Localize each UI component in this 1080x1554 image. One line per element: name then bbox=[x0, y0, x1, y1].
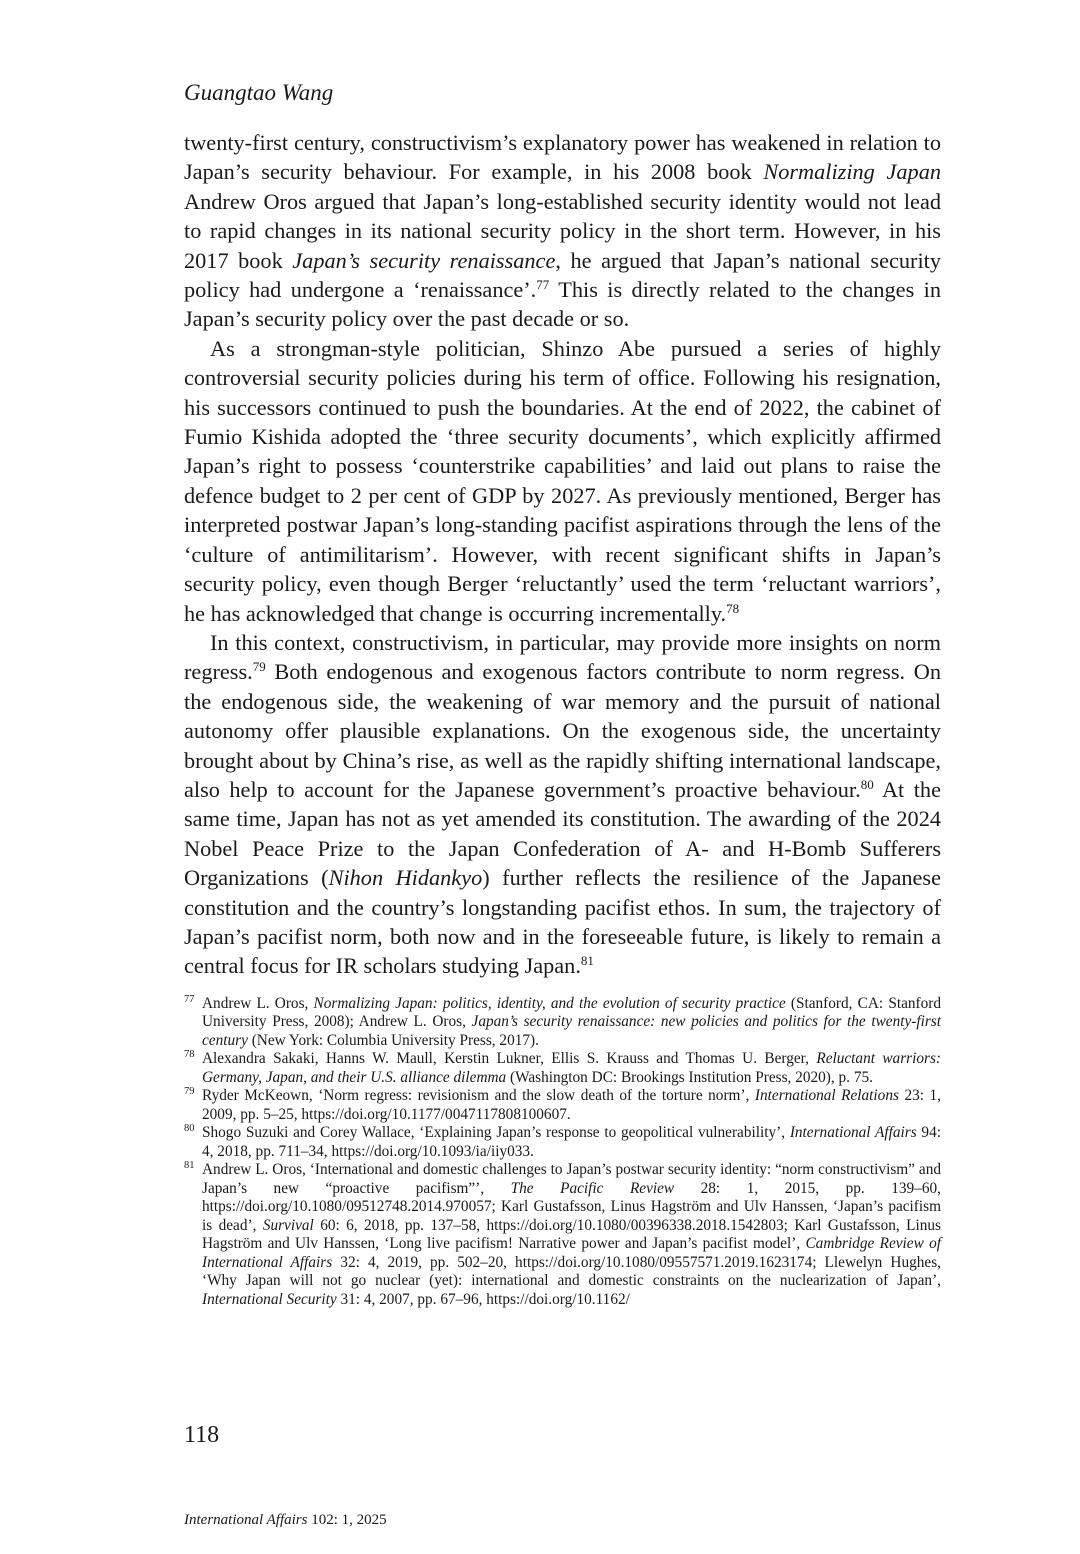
footnote-number: 81 bbox=[184, 1160, 195, 1172]
text-run: , he argued that Japan’s national security policy had undergone a ‘renaissance’. bbox=[184, 247, 941, 303]
page-content bbox=[184, 78, 941, 1309]
text-run: (Washington DC: Brookings Institution Press, 2020), p. 75. bbox=[506, 1068, 873, 1086]
text-run: Shogo Suzuki and Corey Wallace, ‘Explaining Japan’s response to geopolitical vulnerability’, bbox=[202, 1124, 790, 1142]
text-run: Both endogenous and exogenous factors contribute to norm regress. On the endogenous side, the weakening of war memory and the pursuit of national autonomy offer plausible explanations. On the exogenous side, the uncertainty brought about by China’s rise, as well as the rapidly shifting international landscape, also help to account for the Japanese government’s proactive behaviour. bbox=[184, 659, 941, 802]
footnote bbox=[184, 1161, 941, 1309]
text-run: Ryder McKeown, ‘Norm regress: revisionism and the slow death of the torture norm’, bbox=[202, 1087, 755, 1105]
text-run: Andrew Oros argued that Japan’s long-established security identity would not lead to rapid changes in its national security policy in the short term. However, in his 2017 book bbox=[184, 188, 941, 273]
running-head: Guangtao Wang bbox=[184, 80, 334, 105]
text-run: As a strongman-style politician, Shinzo Abe pursued a series of highly controversial security policies during his term of office. Following his resignation, his successors continued to push the boundaries. At the end of 2022, the cabinet of Fumio Kishida adopted the ‘three security documents’, which explicitly affirmed Japan’s right to possess ‘counterstrike capabilities’ and laid out plans to raise the defence budget to 2 per cent of GDP by 2027. As previously mentioned, Berger has interpreted postwar Japan’s long-standing pacifist aspirations through the lens of the ‘culture of antimilitarism’. However, with recent significant shifts in Japan’s security policy, even though Berger ‘reluctantly’ used the term ‘reluctant warriors’, he has acknowledged that change is occurring incrementally. bbox=[184, 335, 941, 626]
italic-text: Japan’s security renaissance bbox=[292, 247, 556, 273]
footer-issue: 102: 1, 2025 bbox=[307, 1512, 387, 1528]
footnote-ref[interactable]: 77 bbox=[536, 277, 550, 293]
text-run: 60: 6, 2018, pp. 137–58, https://doi.org/10.1080/00396338.2018.1542803; Karl Gustafsson, Linus Hagström and Ulv Hanssen, ‘Long live pacifism! Narrative power and Japan’s pacifist model’, bbox=[202, 1216, 941, 1253]
text-run: ) further reflects the resilience of the Japanese constitution and the country’s longstanding pacifist ethos. In sum, the trajectory of Japan’s pacifist norm, both now and in the foreseeable future, is likely to remain a central focus for IR scholars studying Japan. bbox=[184, 865, 941, 979]
text-run: Andrew L. Oros, bbox=[202, 994, 314, 1012]
footnote-number: 80 bbox=[184, 1123, 195, 1135]
italic-text: The Pacific Review bbox=[510, 1179, 675, 1197]
footnote-ref[interactable]: 79 bbox=[252, 659, 266, 675]
text-run: (New York: Columbia University Press, 2017). bbox=[247, 1031, 539, 1049]
footnote bbox=[184, 1087, 941, 1124]
footnote bbox=[184, 995, 941, 1051]
footnote-ref[interactable]: 78 bbox=[726, 600, 740, 616]
italic-text: Survival bbox=[262, 1216, 314, 1234]
italic-text: Reluctant warriors: Germany, Japan, and their U.S. alliance dilemma bbox=[202, 1050, 941, 1086]
text-run: 23: 1, 2009, pp. 5–25, https://doi.org/10.1177/0047117808100607. bbox=[202, 1087, 941, 1123]
footnote-number: 79 bbox=[184, 1086, 195, 1098]
italic-text: Nihon Hidankyo bbox=[328, 865, 483, 891]
page-number: 118 bbox=[184, 1422, 220, 1448]
italic-text: Normalizing Japan bbox=[763, 159, 941, 185]
text-run: (Stanford, CA: Stanford University Press, 2008); Andrew L. Oros, bbox=[202, 994, 941, 1031]
text-run: 31: 4, 2007, pp. 67–96, https://doi.org/10.1162/ bbox=[336, 1290, 630, 1308]
footnote bbox=[184, 1124, 941, 1161]
text-run: 32: 4, 2019, pp. 502–20, https://doi.org/10.1080/09557571.2019.1623174; Llewelyn Hughes, ‘Why Japan will not go nuclear (yet): international and domestic constraints on the nuclearization of Japan’, bbox=[202, 1253, 941, 1290]
italic-text: International Affairs bbox=[789, 1124, 917, 1142]
italic-text: Japan’s security renaissance: new policies and politics for the twenty-first century bbox=[202, 1013, 942, 1049]
journal-footer bbox=[184, 1512, 387, 1529]
text-run: At the same time, Japan has not as yet amended its constitution. The awarding of the 2024 Nobel Peace Prize to the Japan Confederation of A- and H-Bomb Sufferers Organizations ( bbox=[184, 776, 941, 891]
paragraph bbox=[184, 128, 941, 334]
footnote-number: 78 bbox=[184, 1049, 195, 1061]
footnote-ref[interactable]: 80 bbox=[860, 776, 874, 792]
footnote-number: 77 bbox=[184, 993, 195, 1005]
footer-journal: International Affairs bbox=[184, 1512, 308, 1528]
italic-text: International Security bbox=[202, 1290, 337, 1308]
text-run: 94: 4, 2018, pp. 711–34, https://doi.org/10.1093/ia/iiy033. bbox=[202, 1124, 941, 1160]
italic-text: Normalizing Japan: politics, identity, and the evolution of security practice bbox=[313, 994, 786, 1012]
text-run: This is directly related to the changes in Japan’s security policy over the past decade or so. bbox=[184, 277, 941, 332]
text-run: 28: 1, 2015, pp. 139–60, https://doi.org/10.1080/09512748.2014.970057; Karl Gustafsson, Linus Hagström and Ulv Hanssen, ‘Japan’s pacifism is dead’, bbox=[202, 1179, 941, 1234]
text-run: Andrew L. Oros, ‘International and domestic challenges to Japan’s postwar security identity: “norm constructivism” and Japan’s new “proactive pacifism”’, bbox=[202, 1161, 941, 1197]
footnotes bbox=[184, 995, 941, 1310]
text-run: In this context, constructivism, in particular, may provide more insights on norm regress. bbox=[184, 629, 941, 685]
text-run: Alexandra Sakaki, Hanns W. Maull, Kerstin Lukner, Ellis S. Krauss and Thomas U. Berger, bbox=[202, 1050, 817, 1068]
text-run: twenty-first century, constructivism’s explanatory power has weakened in relation to Japan’s security behaviour. For example, in his 2008 book bbox=[184, 130, 941, 185]
paragraph bbox=[184, 628, 941, 981]
italic-text: Cambridge Review of International Affairs bbox=[202, 1235, 941, 1271]
italic-text: International Relations bbox=[754, 1087, 899, 1105]
footnote bbox=[184, 1050, 941, 1087]
paragraph bbox=[184, 334, 941, 628]
footnote-ref[interactable]: 81 bbox=[580, 953, 594, 969]
body-text bbox=[184, 128, 941, 981]
